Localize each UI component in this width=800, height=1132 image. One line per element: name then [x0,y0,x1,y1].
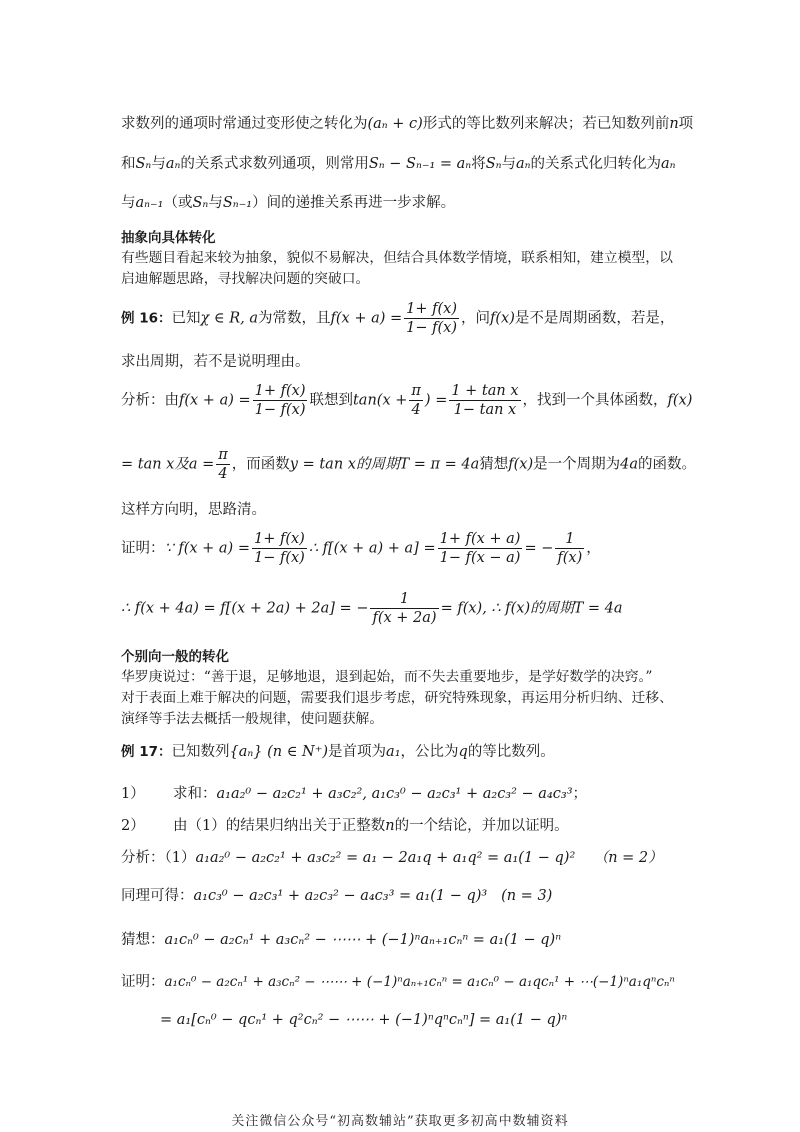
text-span: 与 [501,156,516,172]
text-span: 分析：（1） [121,850,196,866]
math-expr: a₁c₃⁰ − a₂c₃¹ + a₂c₃² − a₄c₃³ = a₁(1 − q)³ [193,888,488,904]
solution-line-5 [160,1012,567,1028]
text-span: ，找到一个具体函数， [522,392,668,409]
paragraph-line: 华罗庚说过：“善于退，足够地退，退到起始，而不失去重要地步，是学好数学的决窍。” [121,669,653,685]
fraction [449,382,520,419]
text-span: 是首项为 [328,744,387,760]
example-17 [121,740,555,761]
text-line-3 [121,191,455,212]
fraction [555,530,584,567]
text-span: 求数列的通项时常通过变形使之转化为 [121,116,368,132]
math-expr: a₁ [386,744,401,760]
math-expr: f(x + a) = [330,310,403,327]
fraction-numerator: 1+ f(x + a) [439,531,521,547]
text-span: ； [572,786,588,802]
fraction-denominator: 4 [218,466,228,482]
text-span: （或 [163,195,193,211]
fraction-denominator: 1− f(x) [253,550,305,566]
math-expr: Sₙ₋₁ [222,195,253,211]
math-expr: (aₙ + c) [367,116,423,132]
text-span: 同理可得： [121,888,194,904]
fraction-denominator: f(x) [557,550,583,566]
math-expr: y = tan x的周期T = π = 4a [289,456,480,473]
text-span: 由（1）的结果归纳出关于正整数 [173,818,386,834]
fraction-denominator: 1− tan x [453,402,517,418]
fraction-denominator: 1− f(x − a) [439,550,521,566]
fraction [253,382,308,419]
fraction-numerator: 1+ f(x) [253,531,305,547]
math-expr: n [385,818,395,834]
math-expr: Sₙ [135,156,152,172]
fraction-denominator: 1− f(x) [406,320,458,336]
fraction-denominator: 1− f(x) [254,402,306,418]
text-span: 是一个周期为 [533,456,621,473]
paragraph-line: 演绎等手法去概括一般规律，使问题获解。 [121,711,384,727]
math-expr: f(x) [667,392,693,409]
math-expr: a₁a₂⁰ − a₂c₂¹ + a₃c₂², a₁c₃⁰ − a₂c₃¹ + a₂c₃² − a₄c₃³ [216,786,573,802]
proof-line-1 [121,530,601,567]
text-span: ，问 [461,310,491,327]
math-expr: {aₙ} [229,744,263,760]
page-footer: 关注微信公众号“初高数辅站”获取更多初高中数辅资料 [231,1114,569,1129]
question-item-2 [121,814,569,835]
math-expr: tan(x + [352,392,408,409]
math-expr: f(x + a) = [179,392,251,409]
paragraph-line: 对于表面上难于解决的问题，需要我们退步考虑，研究特殊现象，再运用分析归纳、迁移、 [121,690,673,706]
math-expr: q [458,744,468,760]
fraction [409,382,423,419]
text-span: ，而函数 [231,456,290,473]
math-expr: (n ∈ N⁺) [267,744,329,760]
fraction-numerator: 1 [555,530,584,549]
fraction-numerator: 1 + tan x [451,383,519,399]
section-heading-general: 个别向一般的转化 [121,649,229,665]
analysis-line-1 [121,382,692,419]
text-line-1 [121,112,693,133]
text-span: 项 [678,116,694,132]
example-16 [121,300,674,337]
fraction-denominator: 4 [411,402,421,418]
math-expr: ∵ f(x + a) = [164,540,250,557]
analysis-line-2 [121,446,696,483]
math-expr: Sₙ − Sₙ₋₁ = aₙ [368,156,472,172]
paragraph-line: 有些题目看起来较为抽象，貌似不易解决，但结合具体数学情境，联系相知，建立模型，以 [121,250,673,266]
math-expr: （n = 2） [593,850,663,866]
math-expr: f(x) [490,310,515,327]
math-expr: = a₁[cₙ⁰ − qcₙ¹ + q²cₙ² − ⋯⋯ + (−1)ⁿqⁿcₙⁿ] = a₁(1 − q)ⁿ [160,1012,568,1028]
question-item-1 [121,782,587,803]
text-span: 猜想： [121,932,165,948]
text-span: 与 [208,195,223,211]
text-span: 已知数列 [171,744,230,760]
text-span: 求和： [173,786,217,802]
fraction-denominator: f(x + 2a) [372,610,437,626]
text-span: ）间的递推关系再进一步求解。 [252,195,456,211]
math-expr: Sₙ [485,156,502,172]
item-number: 2） [121,818,145,834]
text-span: 猜想 [479,456,509,473]
solution-line-2 [121,884,552,905]
text-span: 和 [121,156,136,172]
text-span: 已知 [171,310,201,327]
text-span: 证明： [121,974,165,990]
text-span: 为常数，且 [258,310,331,327]
math-expr: aₙ [661,156,676,172]
fraction [438,530,523,567]
math-expr: a₁a₂⁰ − a₂c₂¹ + a₃c₂² = a₁ − 2a₁q + a₁q² = a₁(1 − q)² [195,850,576,866]
text-span: 分析：由 [121,392,179,409]
math-expr: f(x) [508,456,534,473]
math-expr: aₙ [165,156,181,172]
text-span: 是不是周期函数，若是， [514,310,675,327]
math-expr: n [669,116,679,132]
fraction [370,590,438,627]
text-span: 的等比数列。 [467,744,555,760]
math-expr: = f(x), ∴ f(x)的周期T = 4a [440,600,623,617]
fraction-numerator: π [218,447,228,463]
text-line: 求出周期，若不是说明理由。 [121,354,310,370]
text-span: ， [586,540,601,557]
solution-line-3 [121,928,561,949]
text-span: 与 [151,156,166,172]
math-expr: χ ∈ R, a [200,310,259,327]
text-span: 联想到 [309,392,353,409]
math-expr: = − [524,540,554,557]
fraction [252,530,307,567]
paragraph-line: 启迪解题思路，寻找解决问题的突破口。 [121,271,370,287]
fraction [216,446,230,483]
text-span: 的一个结论，并加以证明。 [394,818,569,834]
math-expr: (n = 3) [501,888,553,904]
math-expr: a₁cₙ⁰ − a₂cₙ¹ + a₃cₙ² − ⋯⋯ + (−1)ⁿaₙ₊₁cₙⁿ = a₁cₙ⁰ − a₁qcₙ¹ + ⋯(−1)ⁿa₁qⁿcₙⁿ [164,974,675,990]
example-label: 例 17： [121,744,172,760]
text-span: 证明： [121,540,165,557]
text-span: 的函数。 [638,456,696,473]
text-span: 的关系式化归转化为 [530,156,662,172]
text-span: 的关系式求数列通项，则常用 [180,156,369,172]
text-span: 形式的等比数列来解决；若已知数列前 [422,116,670,132]
text-line-2 [121,152,676,173]
math-expr: Sₙ [192,195,209,211]
math-expr: 4a [620,456,638,473]
math-expr: aₙ₋₁ [135,195,164,211]
math-expr: ∴ f(x + 4a) = f[(x + 2a) + 2a] = − [121,600,369,617]
math-expr: aₙ [516,156,531,172]
text-span: 将 [471,156,486,172]
text-span: 与 [121,195,136,211]
item-number: 1） [121,786,145,802]
math-expr: a₁cₙ⁰ − a₂cₙ¹ + a₃cₙ² − ⋯⋯ + (−1)ⁿaₙ₊₁cₙⁿ = a₁(1 − q)ⁿ [164,932,562,948]
math-expr: = tan x及a = [121,456,215,473]
fraction-numerator: 1+ f(x) [406,301,458,317]
fraction-numerator: 1 [370,590,438,609]
fraction [404,300,459,337]
solution-line-4 [121,970,675,991]
math-expr: ) = [424,392,448,409]
text-span: ，公比为 [400,744,459,760]
text-line: 这样方向明，思路清。 [121,502,266,518]
example-label: 例 16： [121,310,172,327]
section-heading-abstract: 抽象向具体转化 [121,230,216,246]
math-expr: ∴ f[(x + a) + a] = [308,540,436,557]
fraction-numerator: π [411,383,421,399]
proof-line-2 [121,590,623,627]
solution-line-1 [121,846,663,867]
fraction-numerator: 1+ f(x) [254,383,306,399]
